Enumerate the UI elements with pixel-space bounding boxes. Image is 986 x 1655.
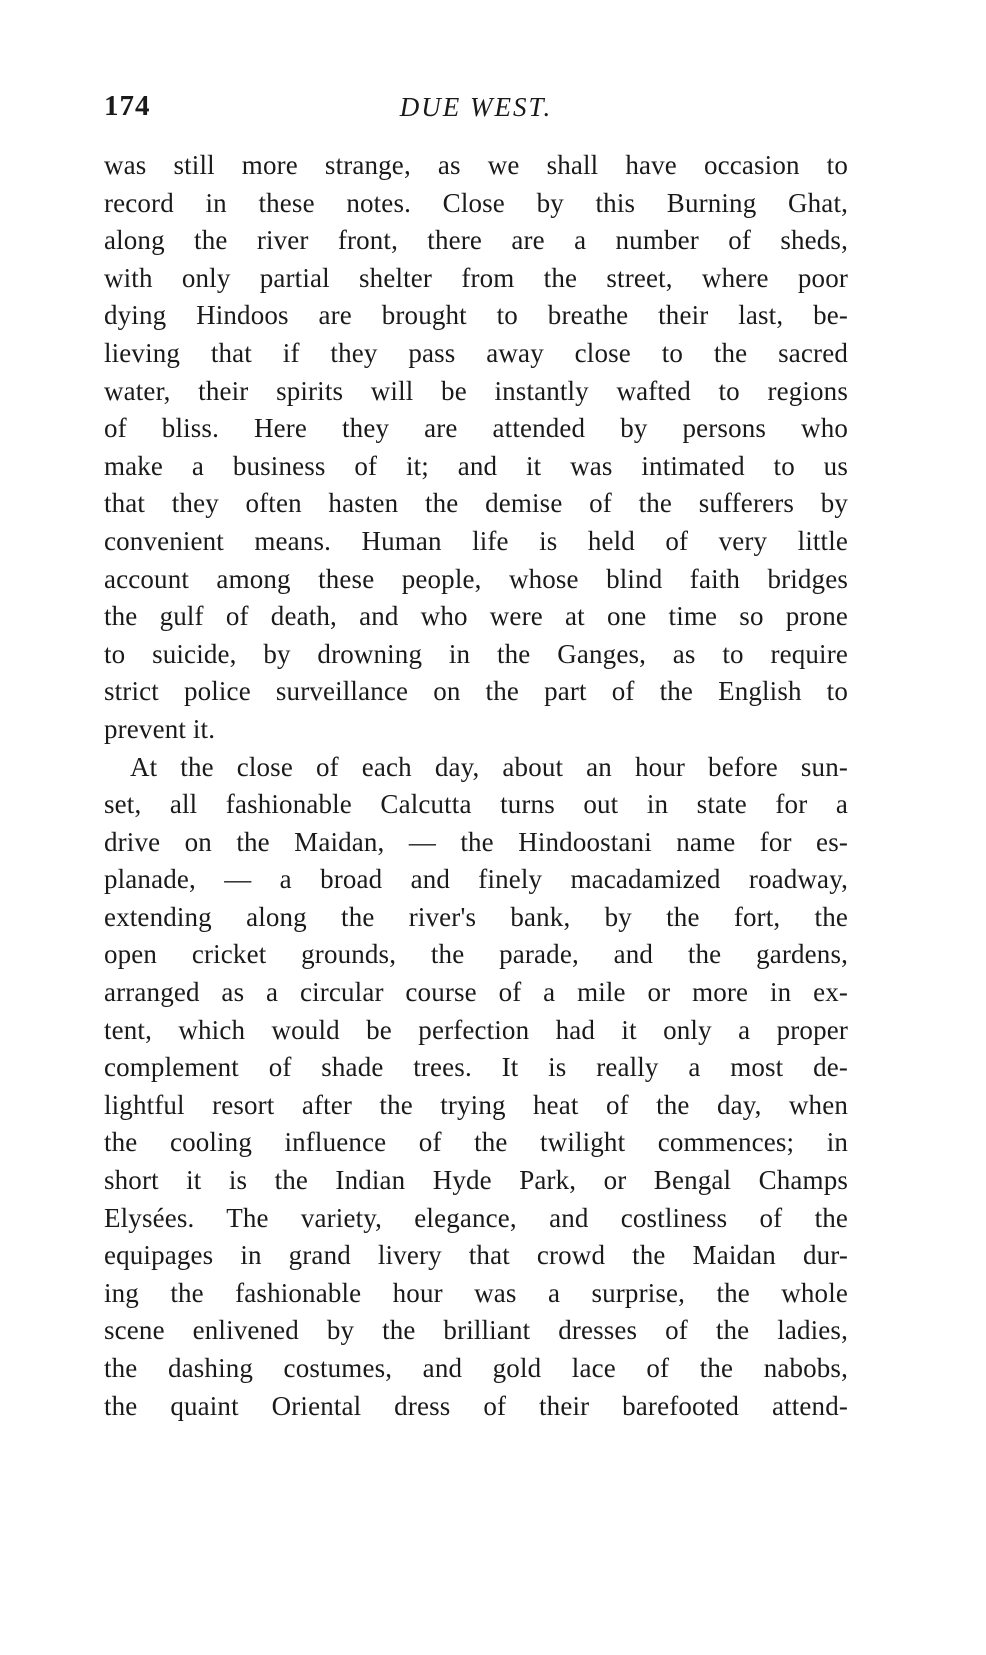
- text-line: Elysées. The variety, elegance, and costliness of the: [104, 1202, 848, 1233]
- text-line: lightful resort after the trying heat of the day, when: [104, 1089, 848, 1120]
- text-line: prevent it.: [104, 713, 216, 744]
- text-line: to suicide, by drowning in the Ganges, as to require: [104, 638, 848, 669]
- text-line: along the river front, there are a number of sheds,: [104, 225, 848, 256]
- text-line: open cricket grounds, the parade, and the gardens,: [104, 939, 848, 970]
- text-line: complement of shade trees. It is really a most de-: [104, 1052, 848, 1083]
- text-line: with only partial shelter from the street, where poor: [104, 262, 848, 293]
- text-line: strict police surveillance on the part of the English to: [104, 676, 848, 707]
- text-line: planade, — a broad and finely macadamized roadway,: [104, 864, 848, 895]
- text-line: extending along the river's bank, by the fort, the: [104, 901, 848, 932]
- text-line: was still more strange, as we shall have occasion to: [104, 150, 848, 180]
- text-line: arranged as a circular course of a mile or more in ex-: [104, 977, 848, 1008]
- text-line: account among these people, whose blind faith bridges: [104, 563, 848, 594]
- text-line: tent, which would be perfection had it only a proper: [104, 1014, 848, 1045]
- text-line: the gulf of death, and who were at one time so prone: [104, 601, 848, 632]
- text-line: that they often hasten the demise of the sufferers by: [104, 488, 848, 519]
- text-line: dying Hindoos are brought to breathe their last, be-: [104, 300, 848, 331]
- text-line: record in these notes. Close by this Burning Ghat,: [104, 187, 848, 218]
- text-line: the dashing costumes, and gold lace of the nabobs,: [104, 1353, 848, 1383]
- text-line: the cooling influence of the twilight commences; in: [104, 1127, 848, 1158]
- text-line: of bliss. Here they are attended by persons who: [104, 413, 848, 444]
- body-text: [104, 147, 848, 1425]
- page-number: 174: [104, 90, 151, 122]
- text-line: water, their spirits will be instantly wafted to regions: [104, 375, 848, 406]
- text-line: lieving that if they pass away close to the sacred: [104, 337, 848, 368]
- text-line: ing the fashionable hour was a surprise, the whole: [104, 1277, 848, 1308]
- text-line: convenient means. Human life is held of very little: [104, 525, 848, 556]
- paragraph-first-line: At the close of each day, about an hour before sun-: [130, 751, 848, 782]
- text-line: the quaint Oriental dress of their barefooted attend-: [104, 1390, 848, 1421]
- text-line: scene enlivened by the brilliant dresses of the ladies,: [104, 1315, 848, 1346]
- text-line: set, all fashionable Calcutta turns out in state for a: [104, 789, 848, 820]
- running-head: DUE WEST.: [399, 92, 553, 122]
- text-line: make a business of it; and it was intimated to us: [104, 450, 848, 481]
- text-line: equipages in grand livery that crowd the Maidan dur-: [104, 1240, 848, 1271]
- text-line: short it is the Indian Hyde Park, or Bengal Champs: [104, 1165, 848, 1196]
- page-header: [104, 90, 848, 130]
- text-line: drive on the Maidan, — the Hindoostani name for es-: [104, 826, 848, 857]
